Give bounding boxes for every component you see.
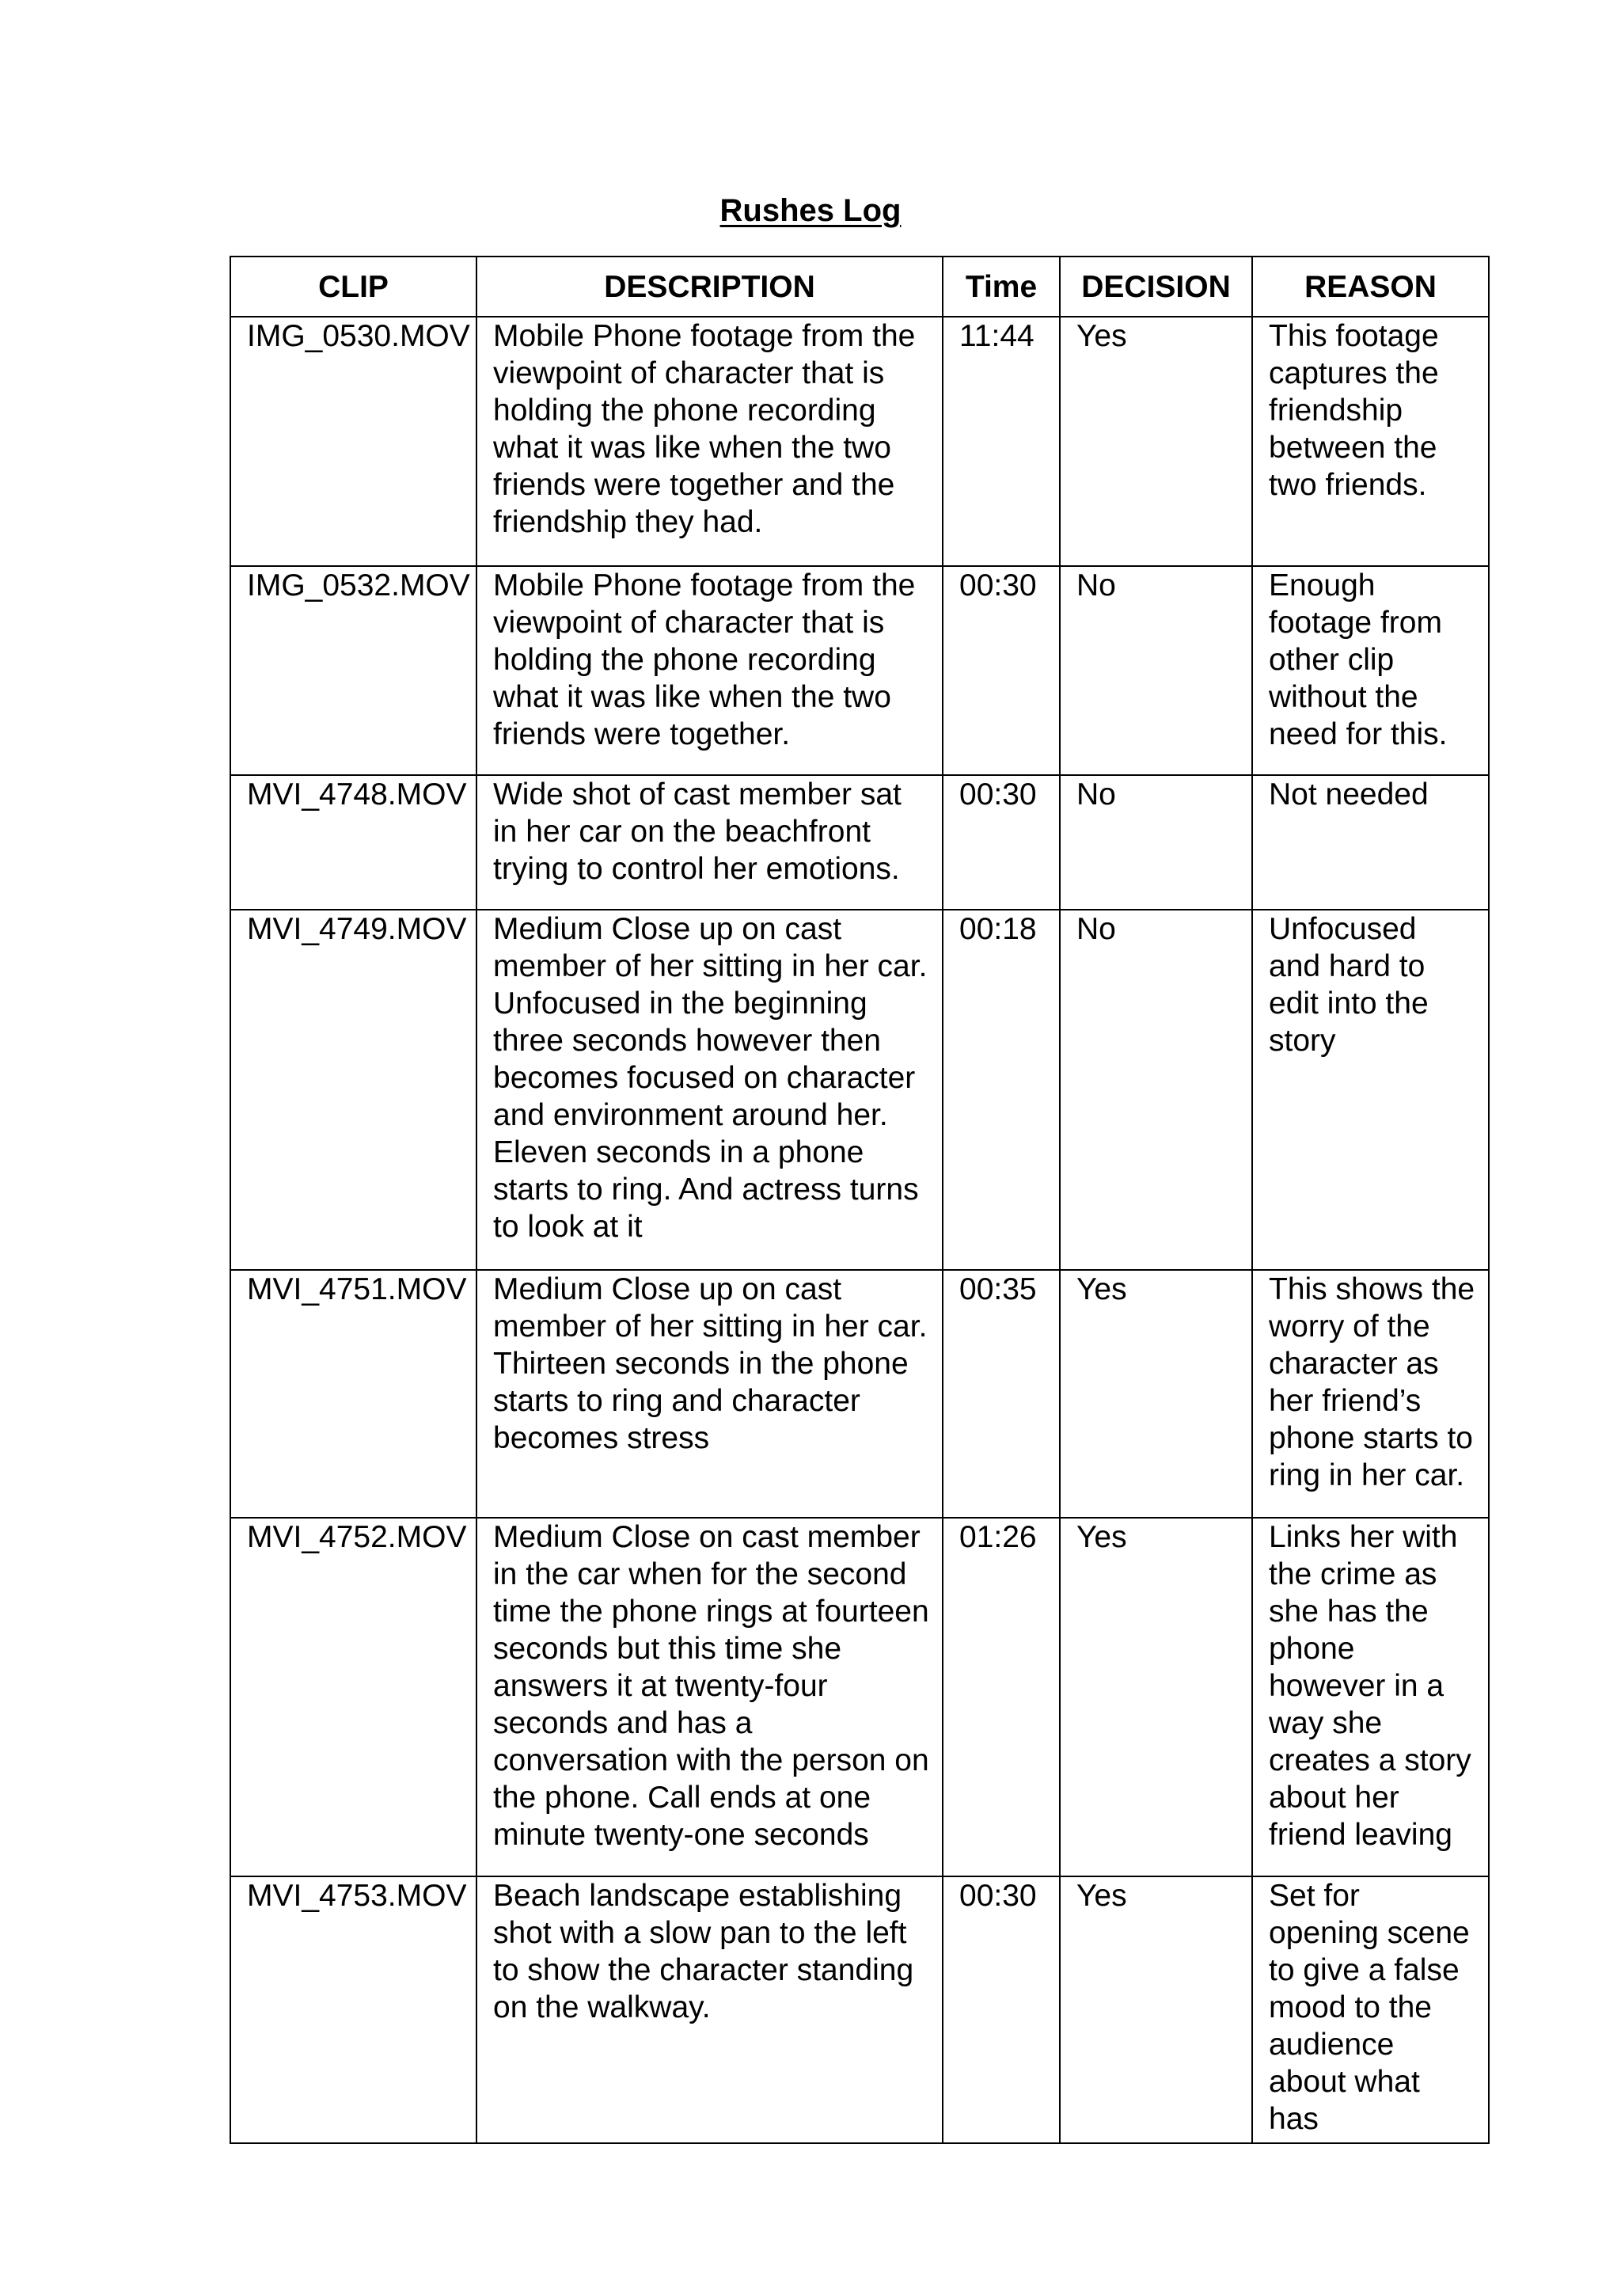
time-cell: 00:30	[943, 566, 1060, 775]
table-row	[230, 775, 1489, 910]
table-row	[230, 1876, 1489, 2143]
decision-cell: No	[1060, 910, 1252, 1270]
reason-cell: Set for opening scene to give a false mood to the audience about what has	[1252, 1876, 1489, 2143]
column-header-description: DESCRIPTION	[476, 257, 943, 317]
decision-cell: Yes	[1060, 1518, 1252, 1876]
decision-cell: Yes	[1060, 1876, 1252, 2143]
clip-cell: MVI_4749.MOV	[230, 910, 476, 1270]
time-cell: 00:30	[943, 775, 1060, 910]
clip-cell: IMG_0530.MOV	[230, 317, 476, 566]
clip-cell: MVI_4752.MOV	[230, 1518, 476, 1876]
column-header-time: Time	[943, 257, 1060, 317]
decision-cell: No	[1060, 775, 1252, 910]
clip-cell: IMG_0532.MOV	[230, 566, 476, 775]
clip-cell: MVI_4748.MOV	[230, 775, 476, 910]
table-row	[230, 317, 1489, 566]
time-cell: 01:26	[943, 1518, 1060, 1876]
column-header-reason: REASON	[1252, 257, 1489, 317]
decision-cell: Yes	[1060, 1270, 1252, 1518]
table-row	[230, 566, 1489, 775]
clip-cell: MVI_4751.MOV	[230, 1270, 476, 1518]
reason-cell: Enough footage from other clip without the need for this.	[1252, 566, 1489, 775]
description-cell: Mobile Phone footage from the viewpoint of character that is holding the phone recording what it was like when the two friends were together and the friendship they had.	[476, 317, 943, 566]
description-cell: Medium Close up on cast member of her sitting in her car. Unfocused in the beginning three seconds however then becomes focused on character and environment around her. Eleven seconds in a phone starts to ring. And actress turns to look at it	[476, 910, 943, 1270]
description-cell: Beach landscape establishing shot with a slow pan to the left to show the character standing on the walkway.	[476, 1876, 943, 2143]
rushes-log-table	[230, 256, 1490, 2144]
reason-cell: Links her with the crime as she has the phone however in a way she creates a story about her friend leaving	[1252, 1518, 1489, 1876]
column-header-clip: CLIP	[230, 257, 476, 317]
reason-cell: Unfocused and hard to edit into the story	[1252, 910, 1489, 1270]
time-cell: 00:35	[943, 1270, 1060, 1518]
table-row	[230, 1270, 1489, 1518]
time-cell: 00:30	[943, 1876, 1060, 2143]
clip-cell: MVI_4753.MOV	[230, 1876, 476, 2143]
page-title: Rushes Log	[719, 193, 902, 228]
table-row	[230, 1518, 1489, 1876]
reason-cell: This footage captures the friendship between the two friends.	[1252, 317, 1489, 566]
description-cell: Medium Close up on cast member of her sitting in her car. Thirteen seconds in the phone starts to ring and character becomes stress	[476, 1270, 943, 1518]
description-cell: Medium Close on cast member in the car when for the second time the phone rings at fourteen seconds but this time she answers it at twenty-four seconds and has a conversation with the person on the phone. Call ends at one minute twenty-one seconds	[476, 1518, 943, 1876]
description-cell: Mobile Phone footage from the viewpoint of character that is holding the phone recording what it was like when the two friends were together.	[476, 566, 943, 775]
time-cell: 11:44	[943, 317, 1060, 566]
description-cell: Wide shot of cast member sat in her car on the beachfront trying to control her emotions.	[476, 775, 943, 910]
decision-cell: No	[1060, 566, 1252, 775]
time-cell: 00:18	[943, 910, 1060, 1270]
column-header-decision: DECISION	[1060, 257, 1252, 317]
decision-cell: Yes	[1060, 317, 1252, 566]
reason-cell: This shows the worry of the character as her friend’s phone starts to ring in her car.	[1252, 1270, 1489, 1518]
table-row	[230, 910, 1489, 1270]
reason-cell: Not needed	[1252, 775, 1489, 910]
header-row	[230, 257, 1489, 317]
